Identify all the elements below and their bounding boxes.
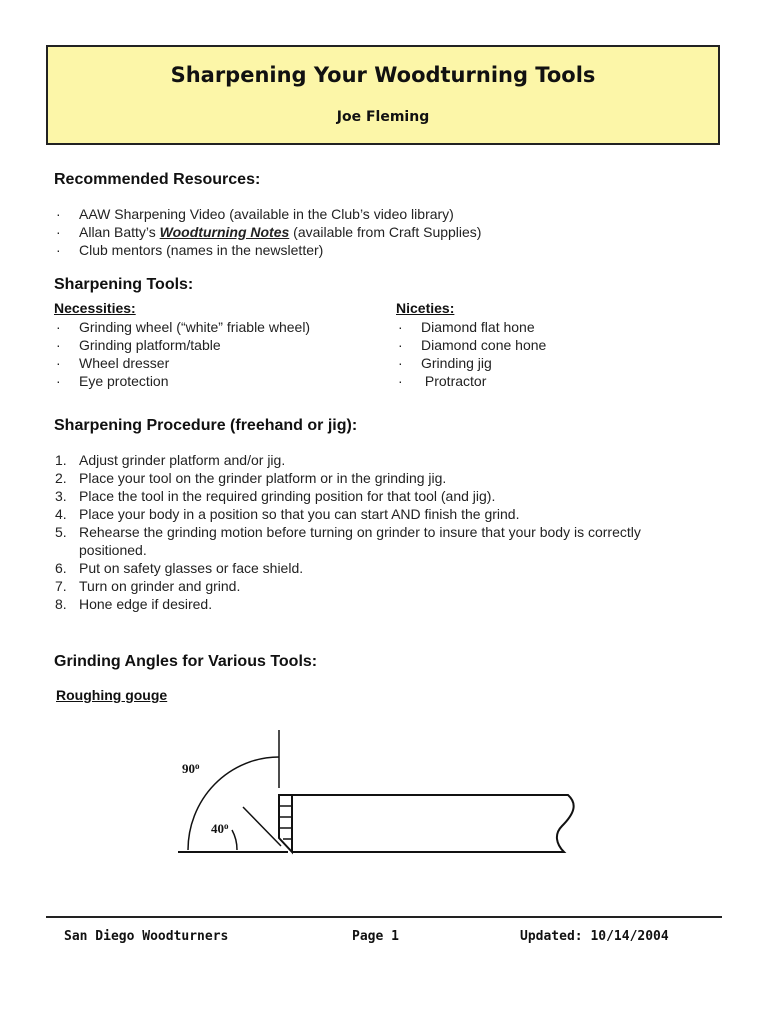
list-item: · Eye protection <box>56 373 169 389</box>
footer-updated-date: Updated: 10/14/2004 <box>520 929 669 944</box>
list-item: positioned. <box>79 542 147 558</box>
list-item: 7. Turn on grinder and grind. <box>55 578 241 594</box>
list-item: · Grinding wheel (“white” friable wheel) <box>56 319 311 335</box>
tools-heading: Sharpening Tools: <box>54 276 194 293</box>
list-item: · Wheel dresser <box>56 355 170 371</box>
label-40: 40$^o$ <box>211 821 229 836</box>
list-item: · Protractor <box>398 373 487 389</box>
list-item: 1. Adjust grinder platform and/or jig. <box>55 452 286 468</box>
tool-body <box>292 795 574 852</box>
procedure-list <box>54 451 641 613</box>
list-item: 5. Rehearse the grinding motion before turning on grinder to insure that your body is correctly <box>55 524 641 540</box>
roughing-gouge-label: Roughing gouge <box>56 687 168 703</box>
niceties-label: Niceties: <box>396 300 455 316</box>
list-item: · Grinding jig <box>398 355 492 371</box>
resources-heading: Recommended Resources: <box>54 171 261 188</box>
document-title: Sharpening Your Woodturning Tools <box>170 63 596 87</box>
list-item: · Club mentors (names in the newsletter) <box>56 242 324 258</box>
procedure-heading: Sharpening Procedure (freehand or jig): <box>54 417 358 434</box>
label-90: 90$^o$ <box>182 761 200 776</box>
list-item: 8. Hone edge if desired. <box>55 596 213 612</box>
footer-divider <box>46 916 722 918</box>
title-box <box>46 45 720 145</box>
footer-organization: San Diego Woodturners <box>64 929 229 944</box>
angle-line <box>243 807 281 846</box>
arc-90 <box>188 757 279 850</box>
list-item: · AAW Sharpening Video (available in the Club’s video library) <box>56 206 454 222</box>
tool-bevel <box>279 795 292 852</box>
roughing-gouge-diagram <box>170 722 590 862</box>
list-item: 2. Place your tool on the grinder platform or in the grinding jig. <box>55 470 447 486</box>
author-name: Joe Fleming <box>336 109 430 125</box>
list-item: 3. Place the tool in the required grinding position for that tool (and jig). <box>55 488 496 504</box>
necessities-label: Necessities: <box>54 300 136 316</box>
list-item: 6. Put on safety glasses or face shield. <box>55 560 304 576</box>
arc-40 <box>232 830 237 850</box>
book-title: Woodturning Notes <box>159 224 290 240</box>
list-item: · Grinding platform/table <box>56 337 221 353</box>
resources-list <box>54 205 481 259</box>
list-item: · Allan Batty’s Woodturning Notes (available from Craft Supplies) <box>56 224 482 240</box>
list-item: 4. Place your body in a position so that you can start AND finish the grind. <box>55 506 520 522</box>
necessities-list <box>54 318 310 390</box>
niceties-list <box>396 318 546 390</box>
angles-heading: Grinding Angles for Various Tools: <box>54 653 318 670</box>
list-item: · Diamond flat hone <box>398 319 535 335</box>
footer-page-number: Page 1 <box>352 929 399 944</box>
list-item: · Diamond cone hone <box>398 337 547 353</box>
